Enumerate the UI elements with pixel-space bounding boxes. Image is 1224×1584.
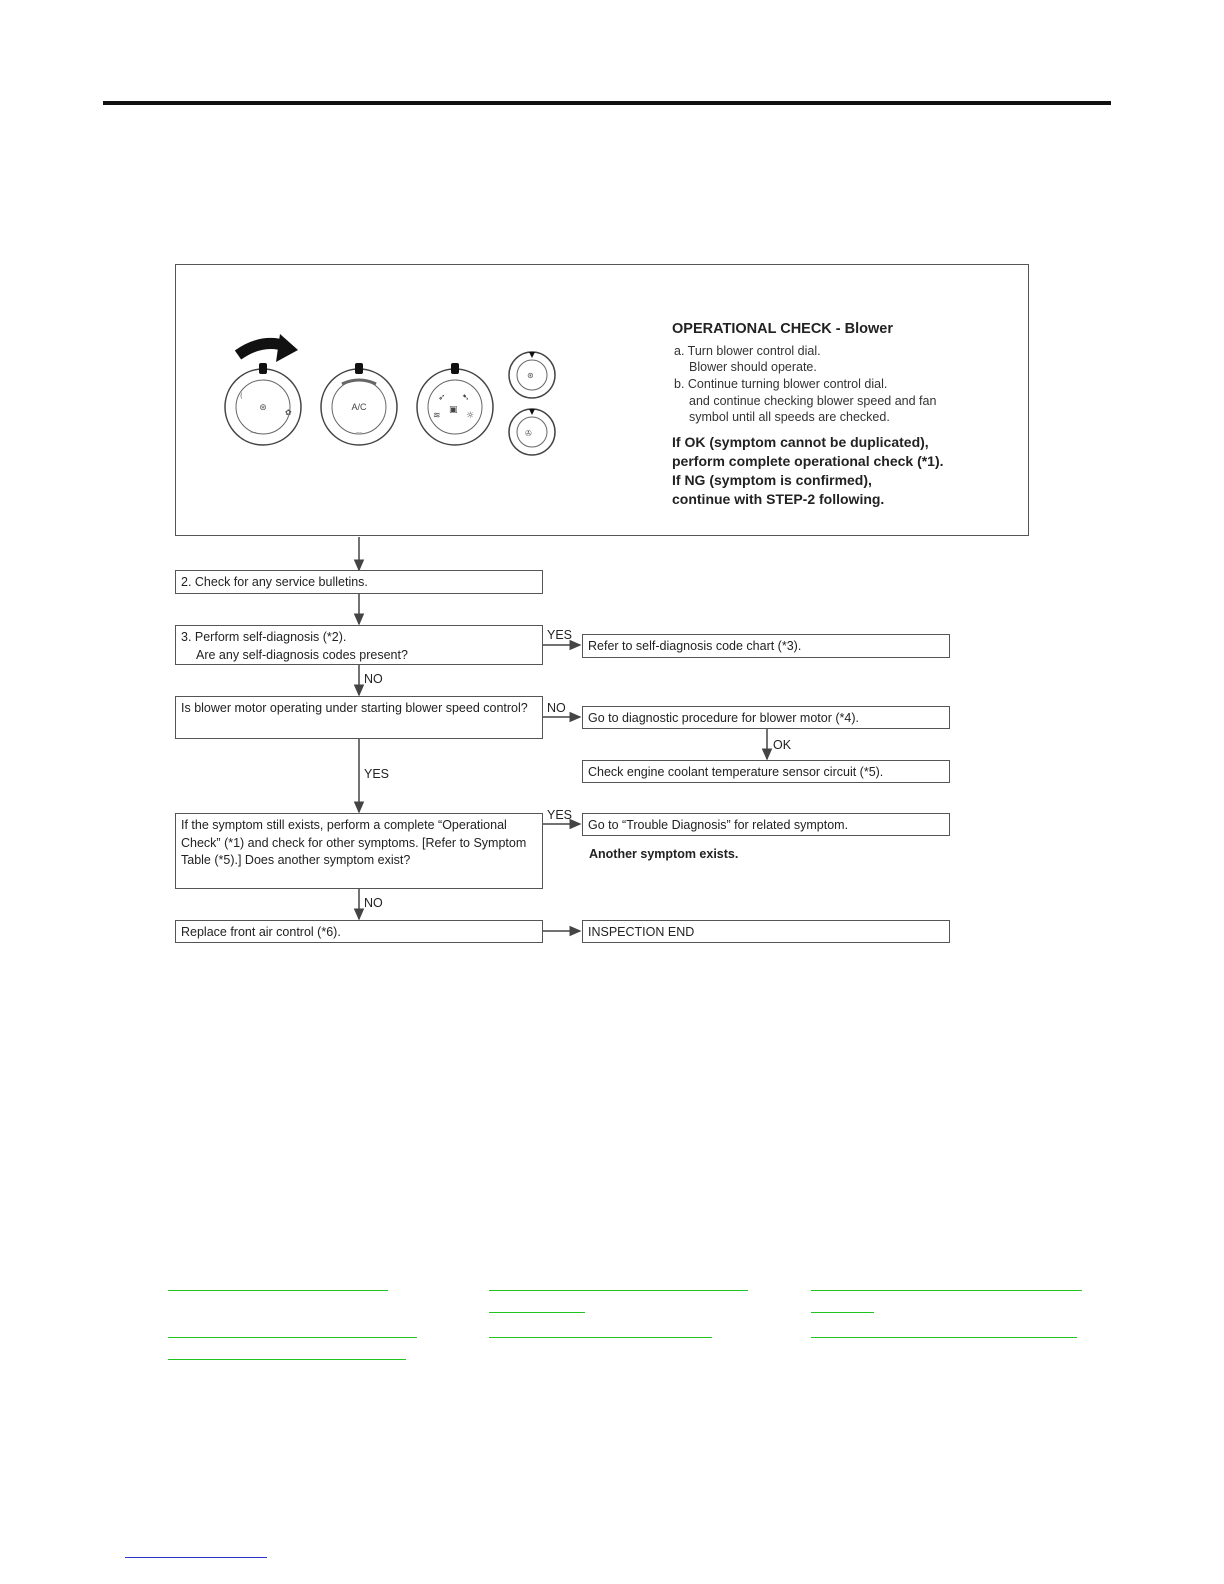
svg-text:▣: ▣: [449, 405, 458, 415]
trouble-diag-box: Go to “Trouble Diagnosis” for related symptom.: [582, 813, 950, 836]
footer-link[interactable]: [168, 1337, 417, 1338]
op-step-line: b. Continue turning blower control dial.: [674, 377, 888, 391]
another-symptom-note: Another symptom exists.: [589, 847, 739, 861]
inspection-end-box: INSPECTION END: [582, 920, 950, 943]
operational-check-title: OPERATIONAL CHECK - Blower: [672, 321, 894, 337]
mode-dial-icon: [417, 363, 493, 445]
footer-link[interactable]: [811, 1337, 1077, 1338]
svg-text:✇: ✇: [525, 429, 532, 438]
svg-text:⌒: ⌒: [250, 432, 257, 440]
step3-line2: Are any self-diagnosis codes present?: [196, 647, 408, 662]
step3-line1: 3. Perform self-diagnosis (*2).: [181, 630, 347, 644]
footer-link[interactable]: [489, 1312, 585, 1313]
svg-text:➷: ➷: [462, 393, 470, 403]
svg-text:✿: ✿: [285, 408, 292, 417]
yes-label: YES: [364, 767, 390, 781]
footer-link[interactable]: [168, 1290, 388, 1291]
op-result-line: perform complete operational check (*1).: [672, 453, 944, 469]
svg-text:➶: ➶: [438, 393, 446, 403]
fan-speed-dial-icon: [225, 363, 301, 445]
ok-label: OK: [773, 738, 792, 752]
op-step-line: and continue checking blower speed and fan: [689, 394, 937, 408]
svg-text:⊛: ⊛: [527, 371, 534, 380]
op-step-line: a. Turn blower control dial.: [674, 344, 821, 358]
ac-dial-label: A/C: [351, 402, 367, 412]
blower-question-box: Is blower motor operating under starting blower speed control?: [175, 696, 543, 739]
no-label: NO: [364, 896, 383, 910]
footer-link[interactable]: [489, 1290, 748, 1291]
blower-diag-box: Go to diagnostic procedure for blower motor (*4).: [582, 706, 950, 729]
svg-text:☼: ☼: [466, 411, 475, 421]
no-label: NO: [547, 701, 566, 715]
small-dial-top-icon: [509, 352, 555, 398]
step2-box: 2. Check for any service bulletins.: [175, 570, 543, 594]
symptom-question-box: If the symptom still exists, perform a complete “Operational Check” (*1) and check for other symptoms. [Refer to Symptom Table (*5).] Does another symptom exist?: [175, 813, 543, 889]
footer-link[interactable]: [489, 1337, 712, 1338]
small-dial-bottom-icon: [509, 409, 555, 455]
svg-text:(: (: [240, 392, 243, 400]
op-result-line: If NG (symptom is confirmed),: [672, 472, 872, 488]
no-label: NO: [364, 672, 383, 686]
footer-link[interactable]: [811, 1290, 1082, 1291]
svg-text:≋: ≋: [433, 411, 441, 421]
svg-text:⊛: ⊛: [259, 403, 267, 413]
svg-text:⌒: ⌒: [355, 432, 363, 440]
rotate-arrow-icon: [238, 334, 298, 362]
yes-label: YES: [547, 808, 573, 822]
replace-box: Replace front air control (*6).: [175, 920, 543, 943]
op-step-line: Blower should operate.: [689, 360, 817, 374]
step3-box: [175, 625, 543, 665]
yes-label: YES: [547, 628, 573, 642]
op-step-line: symbol until all speeds are checked.: [689, 410, 890, 424]
self-diag-ref-box: Refer to self-diagnosis code chart (*3).: [582, 634, 950, 658]
bottom-link[interactable]: [125, 1557, 267, 1558]
op-result-line: If OK (symptom cannot be duplicated),: [672, 434, 929, 450]
op-result-line: continue with STEP-2 following.: [672, 491, 885, 507]
footer-link[interactable]: [168, 1359, 406, 1360]
coolant-check-box: Check engine coolant temperature sensor circuit (*5).: [582, 760, 950, 783]
footer-link[interactable]: [811, 1312, 874, 1313]
